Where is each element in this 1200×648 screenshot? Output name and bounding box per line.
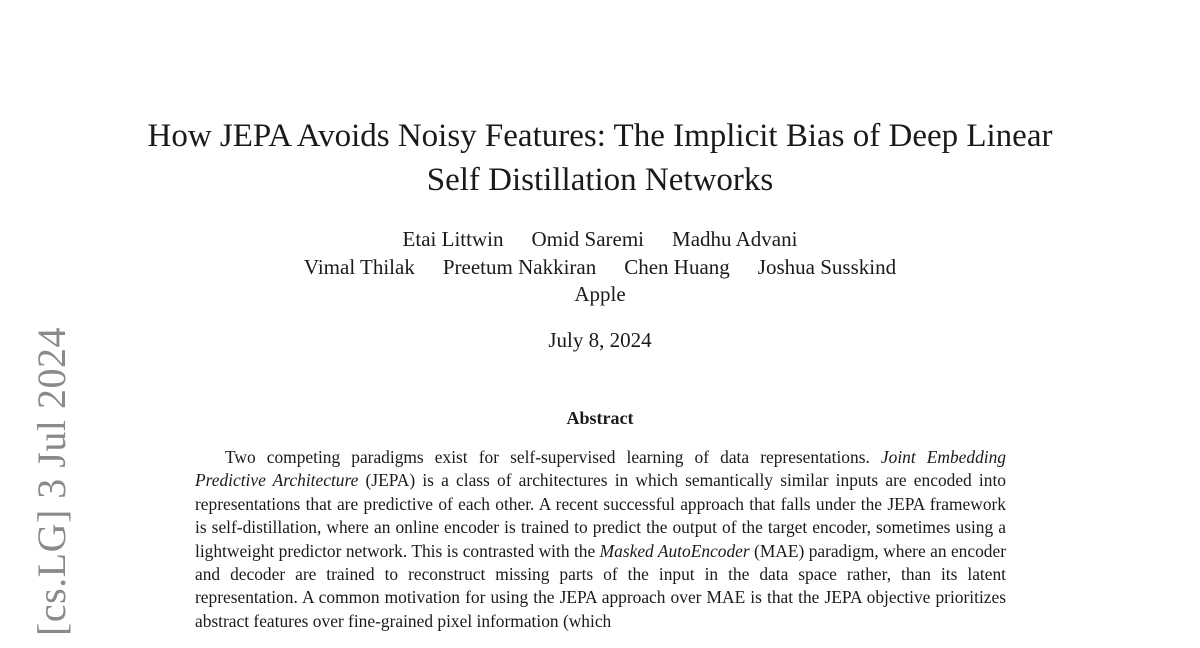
author-row-2	[140, 254, 1060, 282]
arxiv-side-stamp: [cs.LG] 3 Jul 2024	[29, 327, 74, 636]
abstract-text: (JEPA) is a class of architectures in which semantically similar inputs are encoded into representations that are predictive of each other. A recent successful approach that falls under the JEPA framework is self-distillation, where an online encoder is trained to predict the output of the target encoder, sometimes using a lightweight predictor network. This is contrasted with the	[195, 470, 1006, 561]
author-name: Joshua Susskind	[757, 254, 897, 279]
author-name: Madhu Advani	[672, 227, 798, 251]
paper-title: How JEPA Avoids Noisy Features: The Implicit Bias of Deep Linear Self Distillation Networks	[147, 118, 1053, 198]
author-name: Preetum Nakkiran	[442, 254, 597, 279]
abstract-term-mae: Masked AutoEncoder	[599, 540, 750, 561]
abstract-text: Two competing paradigms exist for self-supervised learning of data representations.	[225, 447, 881, 467]
author-block	[140, 226, 1060, 309]
author-name: Vimal Thilak	[303, 254, 415, 279]
author-name: Etai Littwin	[402, 227, 504, 251]
abstract-text: (MAE) paradigm, where an encoder and decoder are trained to reconstruct missing parts of the input in the data space rather, than its latent representation. A common motivation for using the JEPA approach over MAE is that the JEPA objective prioritizes abstract features over fine-grained pixel information (which	[195, 540, 1006, 631]
author-name: Chen Huang	[624, 254, 730, 279]
abstract-heading: Abstract	[566, 408, 634, 428]
author-row-1	[140, 226, 1060, 254]
affiliation: Apple	[574, 282, 626, 306]
abstract-body	[195, 446, 1006, 633]
publication-date: July 8, 2024	[548, 328, 652, 352]
author-name: Omid Saremi	[531, 227, 645, 251]
abstract-term-jepa: Joint Embedding Predictive Architecture	[195, 447, 1006, 491]
